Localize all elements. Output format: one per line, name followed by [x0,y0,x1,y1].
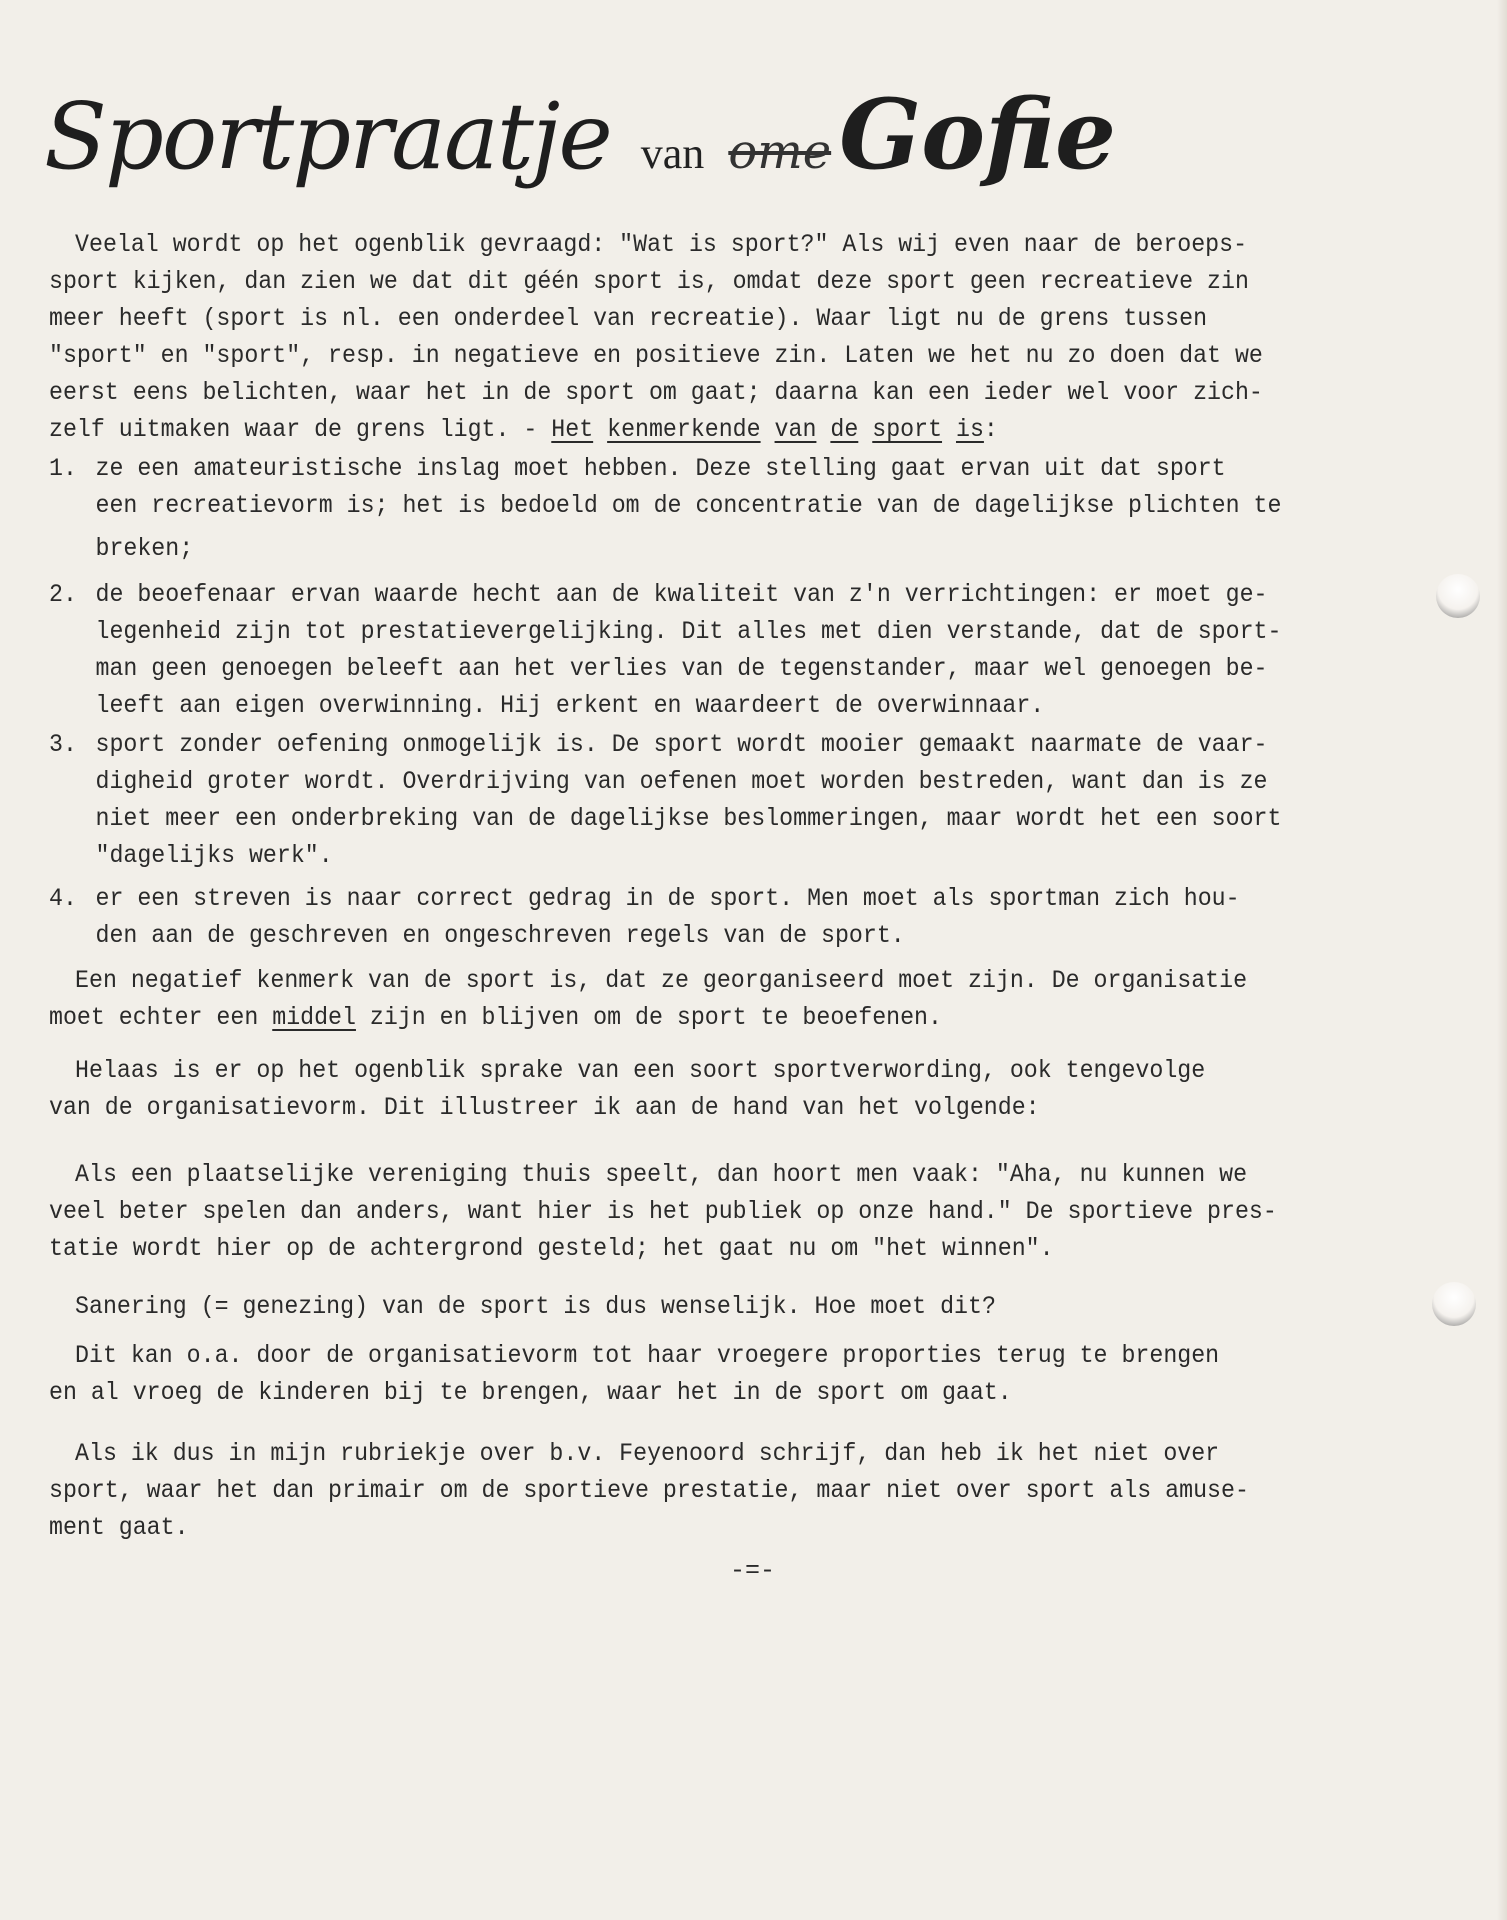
text-line: digheid groter wordt. Overdrijving van oefenen moet worden bestreden, want dan is ze [95,767,1268,796]
text-line: Veelal wordt op het ogenblik gevraagd: "Wat is sport?" Als wij even naar de beroeps- [75,230,1248,259]
text-line: leeft aan eigen overwinning. Hij erkent en waardeert de overwinnaar. [95,691,1045,720]
text-line: man geen genoegen beleeft aan het verlies van de tegenstander, maar wel genoegen be- [95,654,1268,683]
text-line: Een negatief kenmerk van de sport is, dat ze georganiseerd moet zijn. De organisatie [75,966,1248,995]
text-line: ment gaat. [49,1513,189,1542]
text-line: Sanering (= genezing) van de sport is dus wenselijk. Hoe moet dit? [75,1292,996,1321]
text-segment: zelf uitmaken waar de grens ligt. - [49,415,552,444]
title-crossed-word: ome [728,124,832,180]
text-line [49,999,1351,1036]
text-line: breken; [95,534,194,563]
text-line: legenheid zijn tot prestatievergelijking. Dit alles met dien verstande, dat de sport- [95,617,1282,646]
list-item-1 [49,450,1370,567]
title-author-signature: Gofie [839,78,1117,191]
text-line: tatie wordt hier op de achtergrond gesteld; het gaat nu om "het winnen". [49,1234,1054,1263]
text-line: Dit kan o.a. door de organisatievorm tot haar vroegere proporties terug te brengen [75,1341,1220,1370]
underlined-word: Het [551,415,594,444]
text-line: veel beter spelen dan anders, want hier is het publiek op onze hand." De sportieve pres- [49,1197,1277,1226]
end-mark: -=- [730,1556,776,1585]
text-line: van de organisatievorm. Dit illustreer ik aan de hand van het volgende: [49,1093,1040,1122]
punch-hole [1432,1282,1476,1326]
paper-edge [1497,0,1507,1920]
text-line: "dagelijks werk". [95,841,333,870]
text-line: de beoefenaar ervan waarde hecht aan de kwaliteit van z'n verrichtingen: er moet ge- [95,580,1268,609]
text-line: en al vroeg de kinderen bij te brengen, waar het in de sport om gaat. [49,1378,1012,1407]
list-number: 1. [49,454,77,483]
text-line: sport kijken, dan zien we dat dit géén sport is, omdat deze sport geen recreatieve zin [49,267,1249,296]
text-line: er een streven is naar correct gedrag in de sport. Men moet als sportman zich hou- [95,884,1240,913]
list-number: 3. [49,730,77,759]
text-line: "sport" en "sport", resp. in negatieve en positieve zin. Laten we het nu zo doen dat we [49,341,1263,370]
underlined-word: middel [272,1003,356,1032]
text-segment: : [983,415,998,444]
list-item-3 [49,726,1370,874]
underlined-word: is [955,415,984,444]
title-main: Sportpraatje [44,83,611,190]
paragraph-example [49,1156,1351,1267]
paragraph-conclusion [49,1435,1351,1546]
list-number: 2. [49,580,77,609]
text-line: niet meer een onderbreking van de dagelijkse beslommeringen, maar wordt het een soort [95,804,1282,833]
text-line: meer heeft (sport is nl. een onderdeel van recreatie). Waar ligt nu de grens tussen [49,304,1208,333]
list-item-2 [49,576,1370,724]
text-line: ze een amateuristische inslag moet hebben. Deze stelling gaat ervan uit dat sport [95,454,1226,483]
text-line: Als ik dus in mijn rubriekje over b.v. Feyenoord schrijf, dan heb ik het niet over [75,1439,1220,1468]
article-title [44,78,1116,191]
paragraph-helaas [49,1052,1351,1126]
text-line: Als een plaatselijke vereniging thuis speelt, dan hoort men vaak: "Aha, nu kunnen we [75,1160,1248,1189]
list-item-4 [49,880,1370,954]
text-line [49,411,1351,448]
text-line: eerst eens belichten, waar het in de sport om gaat; daarna kan een ieder wel voor zich- [49,378,1263,407]
text-line: Helaas is er op het ogenblik sprake van een soort sportverwording, ook tengevolge [75,1056,1206,1085]
underlined-word: kenmerkende [607,415,761,444]
underlined-word: van [774,415,817,444]
punch-hole [1436,574,1480,618]
underlined-word: de [830,415,859,444]
text-line: sport, waar het dan primair om de sportieve prestatie, maar niet over sport als amuse- [49,1476,1249,1505]
paragraph-intro [49,226,1351,448]
text-segment: zijn en blijven om de sport te beoefenen. [355,1003,942,1032]
paragraph-solution [49,1337,1351,1411]
underlined-word: sport [872,415,943,444]
text-line: den aan de geschreven en ongeschreven regels van de sport. [95,921,905,950]
text-line: sport zonder oefening onmogelijk is. De sport wordt mooier gemaakt naarmate de vaar- [95,730,1268,759]
text-line: een recreatievorm is; het is bedoeld om de concentratie van de dagelijkse plichten te [95,491,1282,520]
title-van: van [640,129,705,178]
paragraph-sanering [49,1288,1351,1325]
text-segment: moet echter een [49,1003,273,1032]
paragraph-negative [49,962,1351,1036]
list-number: 4. [49,884,77,913]
